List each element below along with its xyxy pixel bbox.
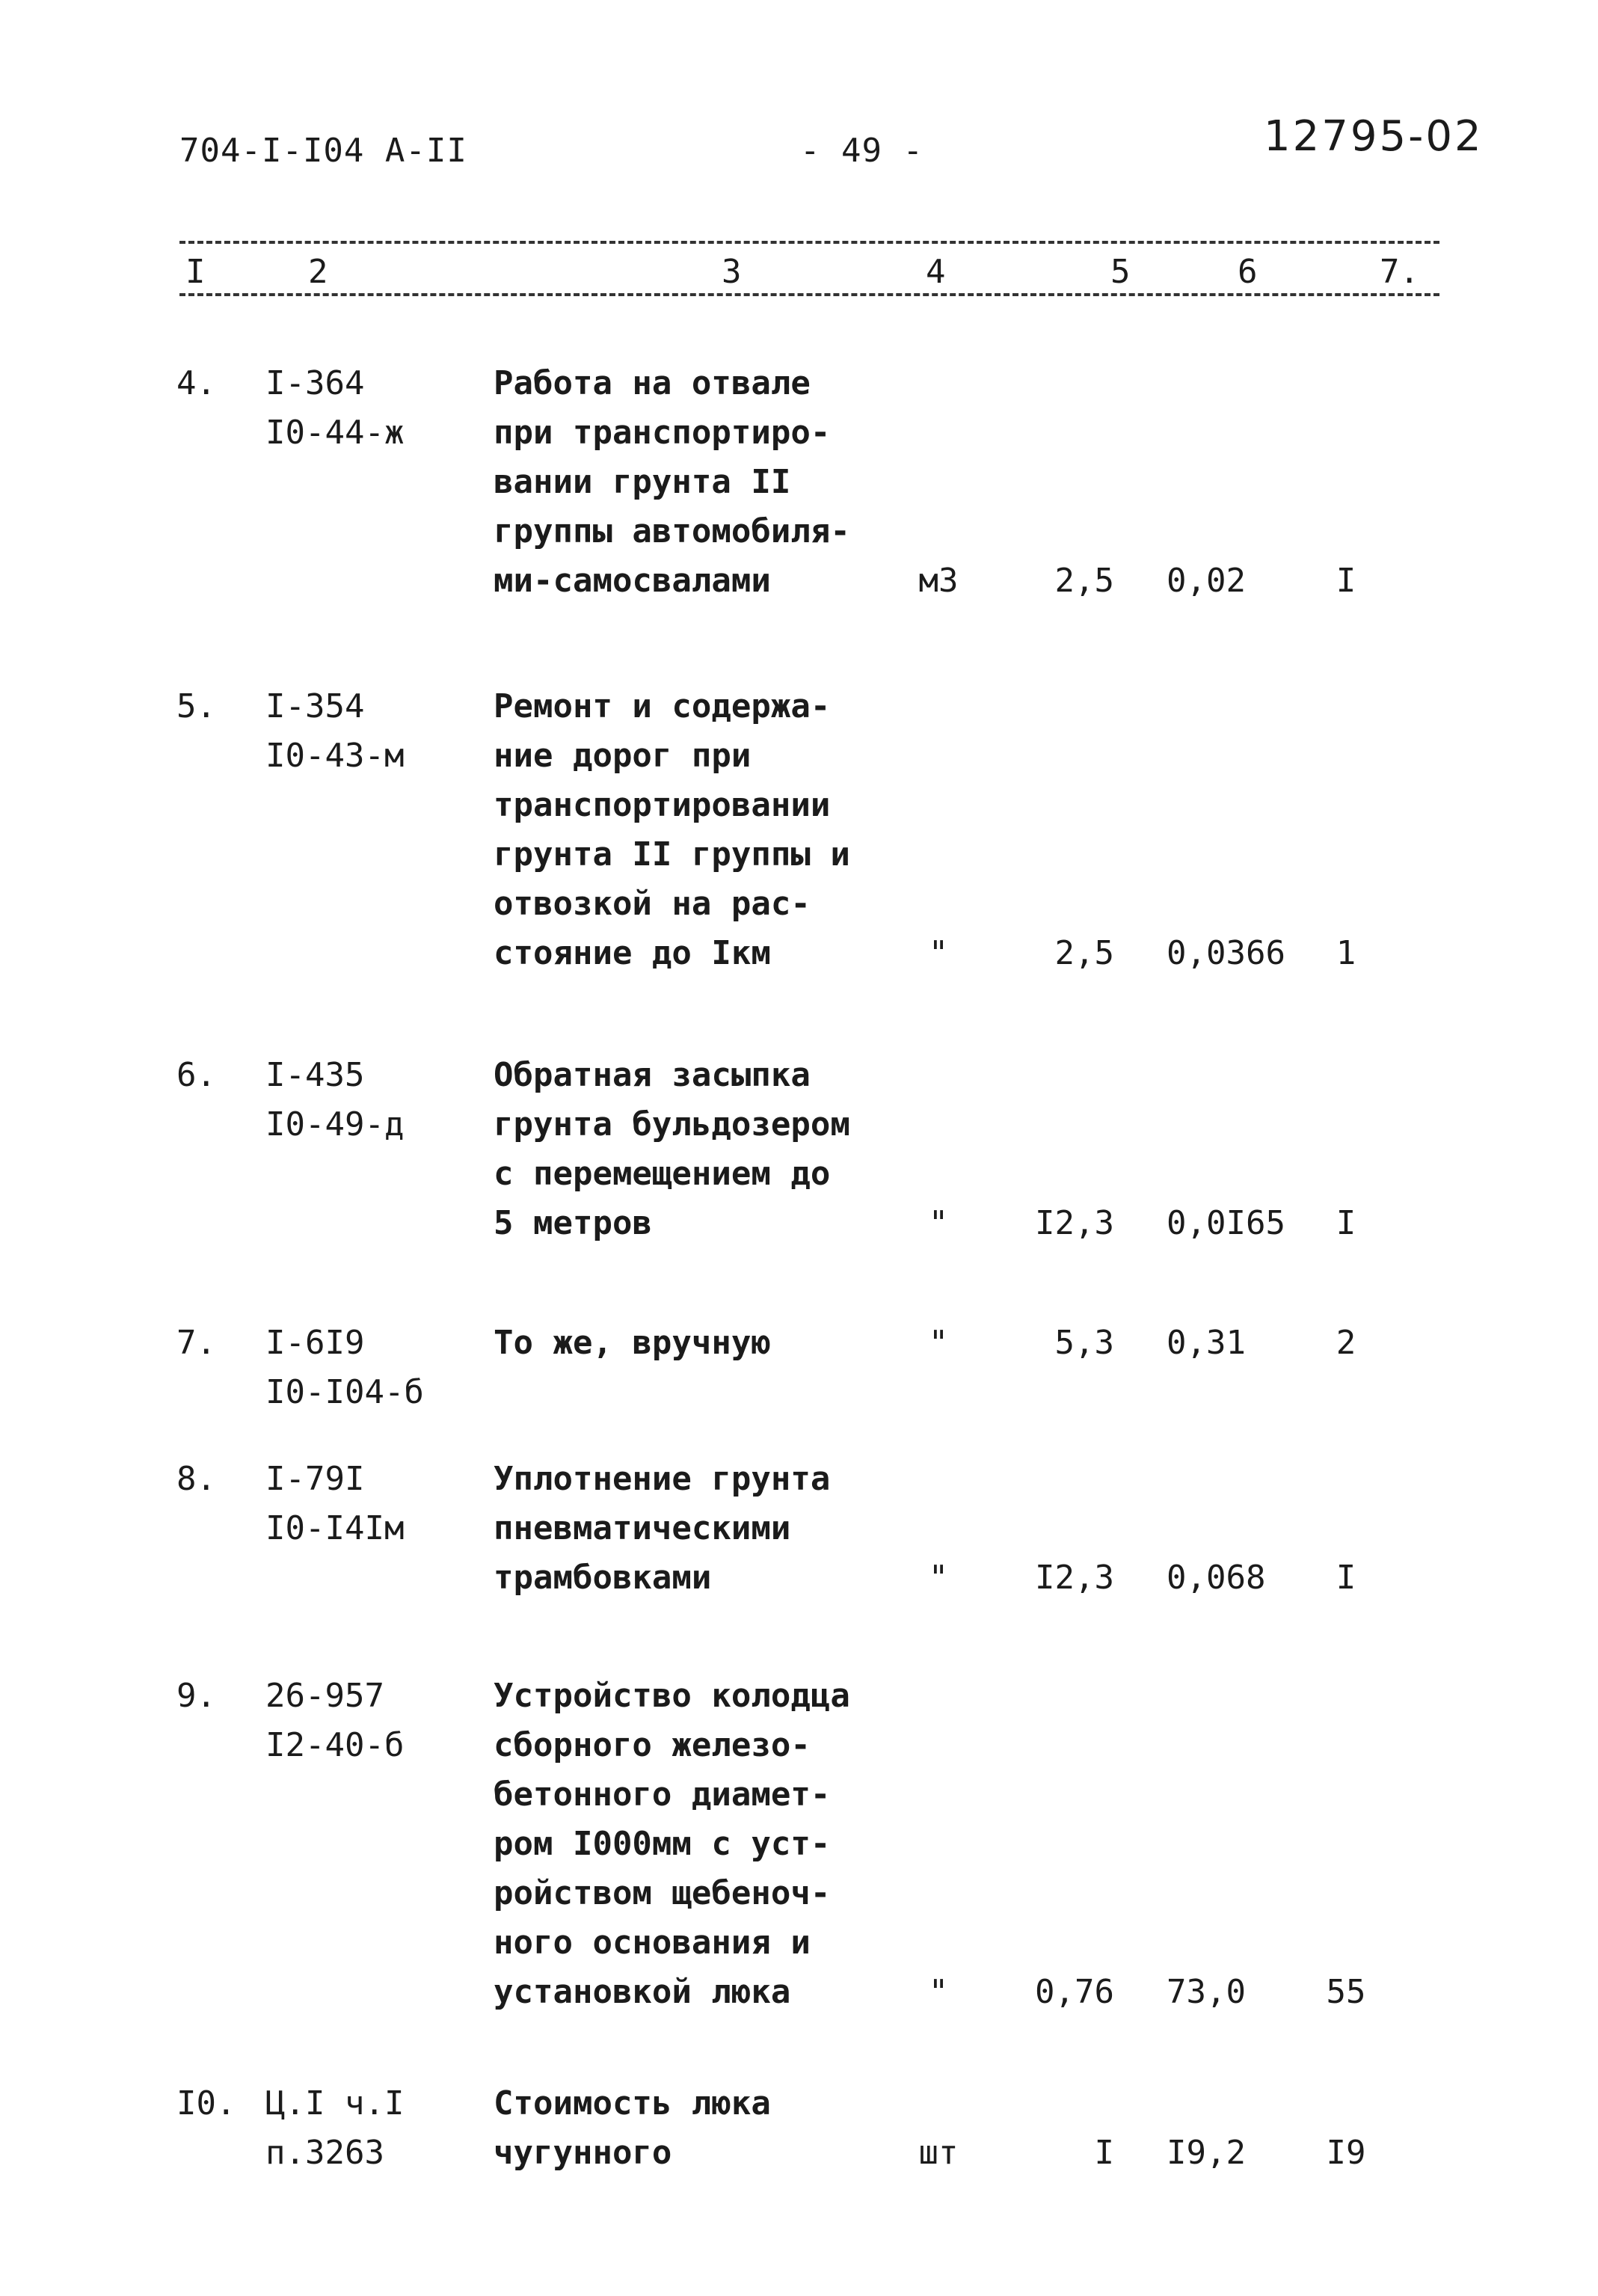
norm-value: 0,31 xyxy=(1167,1324,1246,1362)
unit: шт xyxy=(918,2134,959,2172)
work-description-line: То же, вручную xyxy=(494,1324,771,1362)
work-description-line: ройством щебеноч- xyxy=(494,1874,831,1912)
work-description xyxy=(494,1319,771,1368)
row-number: 7. xyxy=(176,1324,216,1362)
norm-code-line: I0-43-м xyxy=(265,737,405,775)
norm-code xyxy=(265,2079,404,2178)
norm-code-line: Ц.I ч.I xyxy=(265,2084,405,2122)
total-value: 55 xyxy=(1326,1973,1366,2011)
row-number: 8. xyxy=(176,1460,216,1498)
work-description-line: Обратная засыпка xyxy=(494,1056,811,1094)
norm-value: 0,0366 xyxy=(1167,934,1285,972)
work-description-line: установкой люка xyxy=(494,1973,791,2011)
work-description-line: трамбовками xyxy=(494,1559,712,1597)
work-description-line: ми-самосвалами xyxy=(494,562,771,600)
total-value: I xyxy=(1336,1204,1356,1242)
work-description-line: бетонного диамет- xyxy=(494,1775,831,1814)
norm-code xyxy=(265,1051,404,1149)
column-number-3: 3 xyxy=(722,253,742,291)
work-description-line: Стоимость люка xyxy=(494,2084,771,2122)
norm-code-line: 26-957 xyxy=(265,1677,384,1715)
norm-code xyxy=(265,682,404,781)
header-divider-bottom xyxy=(179,293,1439,296)
norm-code xyxy=(265,359,404,458)
quantity: I xyxy=(1094,2134,1114,2172)
work-description-line: чугунного xyxy=(494,2134,672,2172)
work-description xyxy=(494,2079,771,2178)
unit: " xyxy=(928,1204,949,1242)
norm-code-line: I-79I xyxy=(265,1460,365,1498)
unit: " xyxy=(928,1324,949,1362)
column-number-6: 6 xyxy=(1238,253,1258,291)
row-number: 6. xyxy=(176,1056,216,1094)
quantity: 0,76 xyxy=(1035,1973,1114,2011)
quantity: 2,5 xyxy=(1054,934,1114,972)
work-description xyxy=(494,1455,830,1603)
work-description-line: Уплотнение грунта xyxy=(494,1460,831,1498)
column-number-2: 2 xyxy=(308,253,328,291)
work-description-line: сборного железо- xyxy=(494,1726,811,1764)
total-value: I xyxy=(1336,1559,1356,1597)
norm-code-line: I-354 xyxy=(265,687,365,725)
norm-code-line: I0-I04-б xyxy=(265,1373,424,1411)
work-description-line: группы автомобиля- xyxy=(494,512,850,550)
quantity: 2,5 xyxy=(1054,562,1114,600)
work-description-line: Ремонт и содержа- xyxy=(494,687,831,725)
row-number: 9. xyxy=(176,1677,216,1715)
page-number: - 49 - xyxy=(800,132,924,170)
norm-code-line: I-364 xyxy=(265,364,365,402)
work-description-line: пневматическими xyxy=(494,1509,791,1547)
work-description xyxy=(494,1672,850,2017)
norm-value: 0,02 xyxy=(1167,562,1246,600)
norm-code-line: I0-I4Iм xyxy=(265,1509,405,1547)
column-number-4: 4 xyxy=(926,253,946,291)
quantity: 5,3 xyxy=(1054,1324,1114,1362)
norm-code-line: п.3263 xyxy=(265,2134,384,2172)
norm-code-line: I0-49-д xyxy=(265,1105,405,1144)
work-description-line: 5 метров xyxy=(494,1204,652,1242)
total-value: I xyxy=(1336,562,1356,600)
norm-value: 73,0 xyxy=(1167,1973,1246,2011)
work-description-line: ром I000мм с уст- xyxy=(494,1825,831,1863)
work-description-line: Работа на отвале xyxy=(494,364,811,402)
work-description-line: Устройство колодца xyxy=(494,1677,850,1715)
work-description xyxy=(494,1051,850,1248)
work-description xyxy=(494,359,850,606)
work-description-line: грунта II группы и xyxy=(494,835,850,874)
document-code: 704-I-I04 А-II xyxy=(179,132,467,170)
row-number: 4. xyxy=(176,364,216,402)
norm-code-line: I-6I9 xyxy=(265,1324,365,1362)
quantity: I2,3 xyxy=(1035,1559,1114,1597)
norm-code-line: I-435 xyxy=(265,1056,365,1094)
work-description-line: с перемещением до xyxy=(494,1155,831,1193)
work-description xyxy=(494,682,850,978)
norm-code xyxy=(265,1672,404,1770)
norm-code-line: I2-40-б xyxy=(265,1726,405,1764)
quantity: I2,3 xyxy=(1035,1204,1114,1242)
work-description-line: транспортировании xyxy=(494,786,831,824)
total-value: I9 xyxy=(1326,2134,1366,2172)
norm-code-line: I0-44-ж xyxy=(265,414,405,452)
unit: м3 xyxy=(918,562,959,600)
total-value: 1 xyxy=(1336,934,1356,972)
column-number-7: 7. xyxy=(1380,253,1419,291)
total-value: 2 xyxy=(1336,1324,1356,1362)
row-number: 5. xyxy=(176,687,216,725)
archive-stamp-number: 12795-02 xyxy=(1264,112,1484,161)
column-number-5: 5 xyxy=(1110,253,1131,291)
unit: " xyxy=(928,1973,949,2011)
unit: " xyxy=(928,1559,949,1597)
work-description-line: грунта бульдозером xyxy=(494,1105,850,1144)
column-number-1: I xyxy=(185,253,206,291)
work-description-line: вании грунта II xyxy=(494,463,791,501)
row-number: I0. xyxy=(176,2084,236,2122)
header-divider-top xyxy=(179,241,1439,244)
work-description-line: при транспортиро- xyxy=(494,414,831,452)
work-description-line: ного основания и xyxy=(494,1924,811,1962)
unit: " xyxy=(928,934,949,972)
norm-value: 0,0I65 xyxy=(1167,1204,1285,1242)
work-description-line: стояние до Iкм xyxy=(494,934,771,972)
norm-code xyxy=(265,1455,404,1553)
work-description-line: ние дорог при xyxy=(494,737,752,775)
norm-code xyxy=(265,1319,424,1417)
norm-value: 0,068 xyxy=(1167,1559,1266,1597)
work-description-line: отвозкой на рас- xyxy=(494,885,811,923)
norm-value: I9,2 xyxy=(1167,2134,1246,2172)
